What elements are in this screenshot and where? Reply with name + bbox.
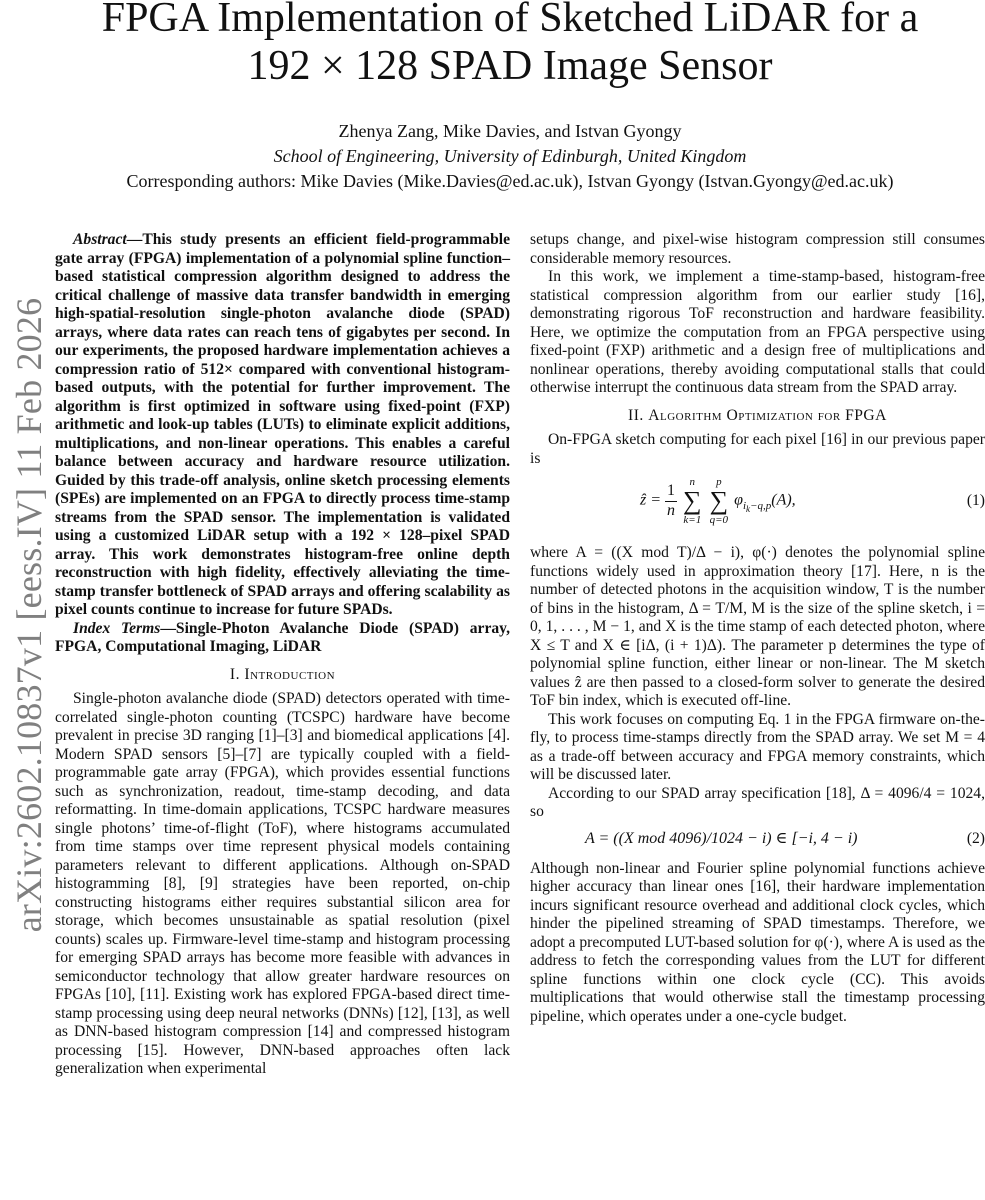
specification-paragraph: According to our SPAD array specification [18], Δ = 4096/4 = 1024, so	[530, 784, 985, 820]
section-title: Algorithm Optimization for FPGA	[648, 406, 887, 424]
author-names: Zhenya Zang, Mike Davies, and Istvan Gyongy	[338, 121, 682, 141]
index-terms	[55, 620, 510, 657]
equation-1	[530, 470, 985, 540]
equation-1-body: ẑ = $\frac{1}{n}$ n ∑ k=1 p ∑ q=0 $\varphi_{i_k-q,p}(A)$,	[640, 476, 796, 526]
section-heading-algorithm	[530, 407, 985, 426]
firmware-paragraph: This work focuses on computing Eq. 1 in the FPGA firmware on-the-fly, to process time-stamps directly from the SPAD array. We set M = 4 as a trade-off between accuracy and FPGA memory constraints, which will be discussed later.	[530, 710, 985, 783]
continued-paragraph: setups change, and pixel-wise histogram compression still consumes considerable memory resources.	[530, 231, 985, 267]
equation-2-body: A = ((X mod 4096)/1024 − i) ∈ [−i, 4 − i)	[585, 829, 858, 847]
index-terms-label: Index Terms	[73, 619, 161, 637]
author-block	[55, 119, 965, 194]
equation-1-number: (1)	[966, 492, 985, 509]
abstract-text: —This study presents an efficient field-programmable gate array (FPGA) implementation of a polynomial spline function–based statistical compression algorithm designed to address the critical challenge of massive data transfer bandwidth in emerging high-spatial-resolution single-photon avalanche diode (SPAD) arrays, where data rates can reach tens of gigabytes per second. In our experiments, the proposed hardware implementation achieves a compression ratio of 512× compared with conventional histogram-based outputs, with the potential for further improvement. The algorithm is first optimized in software using fixed-point (FXP) arithmetic and look-up tables (LUTs) to eliminate explicit additions, multiplications, and non-linear operations. This enables a careful balance between accuracy and hardware resource utilization. Guided by this trade-off analysis, online sketch processing elements (SPEs) are implemented on an FPGA to directly process time-stamp streams from the SPAD sensor. The implementation is validated using a customized LiDAR setup with a 192 × 128–pixel SPAD array. This work demonstrates histogram-free online depth reconstruction with high fidelity, effectively alleviating the time-stamp transfer bottleneck of SPAD arrays and offering scalability as pixel counts continue to increase for future SPADs.	[55, 231, 510, 618]
section-heading-introduction	[55, 666, 510, 685]
title-line-2: 192 × 128 SPAD Image Sensor	[247, 43, 773, 89]
abstract	[55, 231, 510, 620]
lut-paragraph: Although non-linear and Fourier spline polynomial functions achieve higher accuracy than linear ones [16], their hardware implementation incurs significant resource overhead and additional clock cycles, which hinder the pipelined streaming of SPAD timestamps. Therefore, we adopt a precomputed LUT-based solution for φ(·), where A is used as the address to fetch the corresponding values from the LUT for different spline functions within one clock cycle (CC). This avoids multiplications that would otherwise stall the timestamp processing pipeline, which operates under a one-cycle budget.	[530, 859, 985, 1025]
contribution-paragraph: In this work, we implement a time-stamp-based, histogram-free statistical compression algorithm from our earlier study [16], demonstrating rigorous ToF reconstruction and hardware feasibility. Here, we optimize the computation from an FPGA perspective using fixed-point (FXP) arithmetic and a design free of multiplications and nonlinear operations, thereby avoiding computational stalls that could otherwise interrupt the continuous data stream from the SPAD array.	[530, 268, 985, 396]
section-title: Introduction	[244, 665, 336, 683]
arxiv-side-stamp	[6, 290, 52, 940]
left-column	[55, 231, 510, 1079]
section-number: II.	[628, 406, 644, 424]
paper-title	[55, 0, 965, 90]
equation-2-number: (2)	[966, 829, 985, 847]
intro-paragraph: Single-photon avalanche diode (SPAD) detectors operated with time-correlated single-photon counting (TCSPC) hardware have become prevalent in precise 3D ranging [1]–[3] and biomedical applications [4]. Modern SPAD sensors [5]–[7] are typically coupled with a field-programmable gate array (FPGA), which provides essential functions such as synchronization, readout, time-stamp decoding, and data reformatting. In time-domain applications, TCSPC hardware measures single photons’ time-of-flight (ToF), where histograms accumulated from time stamps over time represent physical models containing parameters relevant to different applications. Although on-SPAD histogramming [8], [9] strategies have been reported, on-chip constructing histograms either requires substantial silicon area for storage, which becomes unsustainable as spatial resolution (pixel counts) scales up. Firmware-level time-stamp and histogram processing for emerging SPAD arrays has become more feasible with advances in semiconductor technology that allow greater hardware resources on FPGAs [10], [11]. Existing work has explored FPGA-based direct time-stamp processing using deep neural networks (DNNs) [12], [13], as well as DNN-based histogram compression [14] and compressed histogram processing [15]. However, DNN-based approaches often lack generalization when experimental	[55, 690, 510, 1077]
section-number: I.	[229, 665, 241, 683]
abstract-label: Abstract	[73, 231, 127, 248]
definitions-paragraph: where A = ((X mod T)/Δ − i), φ(·) denotes the polynomial spline functions widely used in approximation theory [17]. Here, n is the number of detected photons in the acquisition window, T is the number of bins in the histogram, Δ = T/M, M is the size of the spline sketch, i = 0, 1, . . . , M − 1, and X is the time stamp of each detected photon, where X ≤ T and X ∈ [iΔ, (i + 1)Δ). The parameter p determines the type of polynomial spline function, either linear or non-linear. The M sketch values ẑ are then passed to a closed-form solver to generate the desired ToF bin index, which is executed off-line.	[530, 544, 985, 709]
corresponding-authors: Corresponding authors: Mike Davies (Mike.Davies@ed.ac.uk), Istvan Gyongy (Istvan.Gyongy@ed.ac.uk)	[126, 171, 894, 191]
sketch-intro-paragraph: On-FPGA sketch computing for each pixel [16] in our previous paper is	[530, 431, 985, 467]
equation-2	[530, 828, 985, 854]
title-line-1: FPGA Implementation of Sketched LiDAR for a	[101, 0, 919, 41]
arxiv-identifier: arXiv:2602.10837v1 [eess.IV] 11 Feb 2026	[9, 297, 49, 933]
index-terms-text: —Single-Photon Avalanche Diode (SPAD) array, FPGA, Computational Imaging, LiDAR	[55, 619, 511, 655]
affiliation: School of Engineering, University of Edinburgh, United Kingdom	[273, 146, 747, 166]
right-column	[530, 231, 985, 1026]
